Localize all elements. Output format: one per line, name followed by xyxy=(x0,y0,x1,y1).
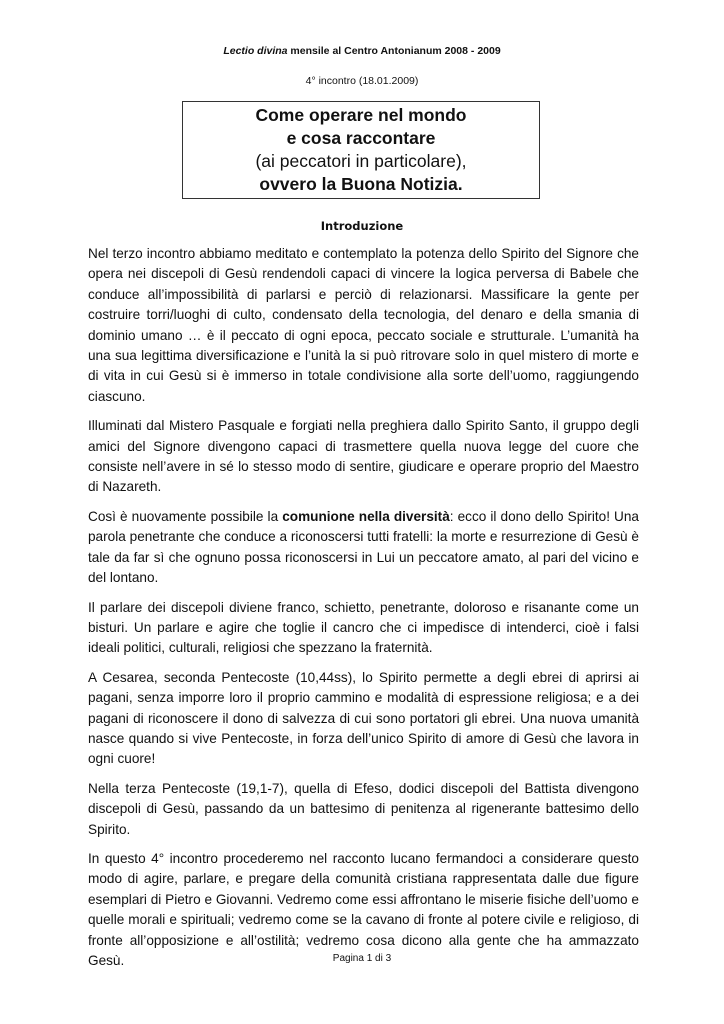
paragraph-3 xyxy=(88,507,639,589)
title-line-1: Come operare nel mondo xyxy=(255,105,467,125)
header-title-italic: Lectio divina xyxy=(223,45,288,57)
title-box xyxy=(182,101,540,199)
paragraph-7: In questo 4° incontro procederemo nel racconto lucano fermandoci a considerare questo modo di agire, parlare, e pregare della comunità cristiana rappresentata dalle due figure esemplari di Pietro e Giovanni. Vedremo come essi affrontano le miserie fisiche dell’uomo e quelle morali e spirituali; vedremo come se la cavano di fronte al potere civile e religioso, di fronte all’opposizione e all’ostilità; vedremo cosa dicono alla gente che ha ammazzato Gesù. xyxy=(88,850,639,968)
paragraph-2: Illuminati dal Mistero Pasquale e forgiati nella preghiera dallo Spirito Santo, il gruppo degli amici del Signore divengono capaci di trasmettere quella nuova legge del cuore che consiste nell’avere in sé lo stesso modo di sentire, giudicare e operare proprio del Maestro di Nazareth. xyxy=(88,418,639,495)
running-header xyxy=(0,44,724,58)
title-line-4: ovvero la Buona Notizia. xyxy=(259,174,463,194)
title-line-3: (ai peccatori in particolare), xyxy=(255,151,467,171)
meeting-date: 4° incontro (18.01.2009) xyxy=(305,75,419,87)
body-text xyxy=(88,244,639,980)
paragraph-3-bold: comunione nella diversità xyxy=(282,508,450,524)
paragraph-4: Il parlare dei discepoli diviene franco, schietto, penetrante, doloroso e risanante come un bisturi. Un parlare e agire che toglie il cancro che ci impedisce di intenderci, cioè i falsi ideali politici, culturali, religiosi che spezzano la fraternità. xyxy=(88,599,639,656)
paragraph-3-end: : ecco il dono dello Spirito! Una parola penetrante che conduce a riconoscersi tutti fratelli: la morte e resurrezione di Gesù è tale da far sì che ognuno possa riconoscersi in Lui un peccatore amato, al pari del vicino e del lontano. xyxy=(88,508,639,586)
title-line-2: e cosa raccontare xyxy=(286,128,436,148)
page-footer: Pagina 1 di 3 xyxy=(332,953,392,964)
paragraph-1: Nel terzo incontro abbiamo meditato e contemplato la potenza dello Spirito del Signore che opera nei discepoli di Gesù rendendoli capaci di vincere la logica perversa di Babele che conduce all’impossibilità di parlarsi e perciò di relazionarsi. Massificare la gente per costruire torri/luoghi di culto, condensato della tecnologia, del denaro e della smania di dominio umano … è il peccato di ogni epoca, peccato sociale e strutturale. L’umanità ha una sua legittima diversificazione e l’unità la si può ritrovare solo in quel mistero di morte e di vita in cui Gesù si è immerso in totale condivisione alla sorte dell’uomo, raggiungendo ciascuno. xyxy=(88,246,639,404)
section-heading: Introduzione xyxy=(320,219,404,233)
paragraph-5: A Cesarea, seconda Pentecoste (10,44ss), lo Spirito permette a degli ebrei di aprirsi ai pagani, senza imporre loro il proprio cammino e modalità di espressione religiosa; e a dei pagani di riconoscere il dono di salvezza di cui sono portatori gli ebrei. Una nuova umanità nasce quando si vive Pentecoste, in forza dell’unico Spirito di amore di Gesù che lavora in ogni cuore! xyxy=(88,669,639,767)
header-title-rest: mensile al Centro Antonianum 2008 - 2009 xyxy=(287,45,501,57)
paragraph-6: Nella terza Pentecoste (19,1-7), quella di Efeso, dodici discepoli del Battista divengono discepoli di Gesù, passando da un battesimo di penitenza al rigenerante battesimo dello Spirito. xyxy=(88,780,639,837)
paragraph-3-start: Così è nuovamente possibile la xyxy=(88,508,283,524)
